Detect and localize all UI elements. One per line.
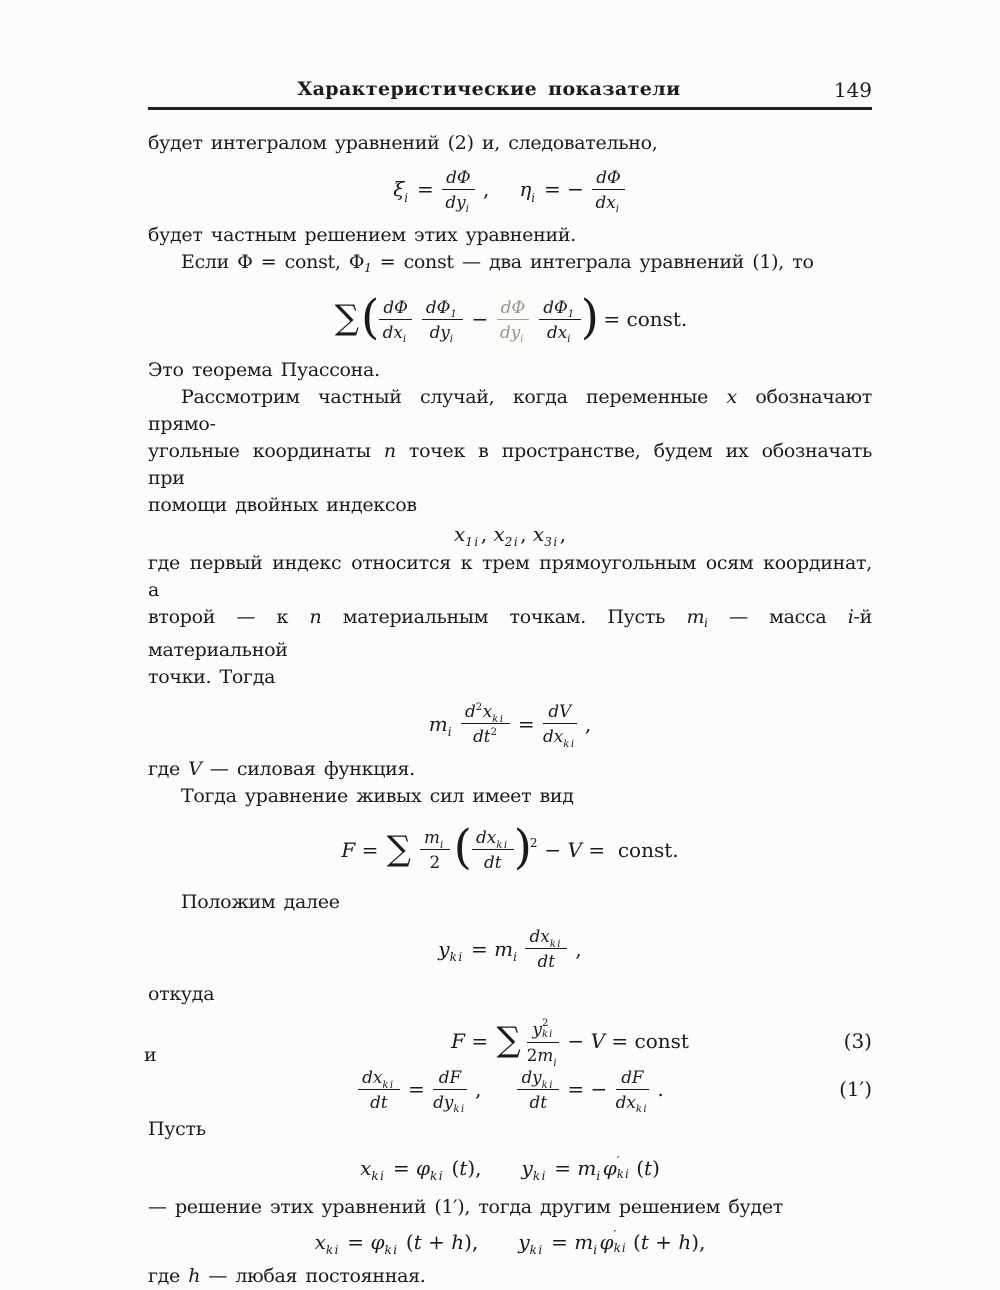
text-line bbox=[148, 981, 872, 1008]
paragraph bbox=[148, 249, 872, 282]
denominator bbox=[517, 1090, 559, 1112]
math-var: ξ bbox=[393, 177, 405, 202]
text-line bbox=[148, 783, 872, 810]
text-run: второй — к bbox=[148, 606, 310, 629]
text-run: Рассмотрим частный случай, когда переменные bbox=[181, 385, 727, 408]
subscript: 2i bbox=[504, 535, 520, 550]
numerator bbox=[592, 167, 625, 190]
text-run: 2 bbox=[429, 852, 441, 873]
subscript: 1 bbox=[450, 309, 459, 321]
text-line bbox=[148, 492, 872, 519]
subscript: i bbox=[704, 616, 708, 631]
fraction bbox=[379, 297, 412, 346]
math-var: dx bbox=[476, 827, 497, 848]
math-var: dy bbox=[433, 1092, 454, 1112]
display-formula bbox=[148, 926, 872, 971]
text-run: материальным точкам. Пусть bbox=[321, 606, 687, 629]
math-var: dx bbox=[529, 926, 550, 947]
text-run: , bbox=[578, 711, 592, 736]
paragraph bbox=[148, 1194, 872, 1221]
superscript: 2 bbox=[490, 726, 498, 738]
paragraph bbox=[148, 550, 872, 691]
math-var: t bbox=[413, 1230, 422, 1254]
text-run: помощи двойных индексов bbox=[148, 493, 417, 516]
text-run: , bbox=[559, 522, 567, 547]
math-var: F bbox=[451, 1029, 465, 1054]
math-var: dF bbox=[621, 1067, 644, 1088]
denominator bbox=[379, 320, 412, 346]
numerator bbox=[433, 1067, 467, 1090]
text-run: Пусть bbox=[148, 1117, 206, 1140]
text-run: ( bbox=[445, 1156, 460, 1181]
text-line bbox=[148, 1194, 872, 1221]
text-line bbox=[148, 357, 872, 384]
subscript: 1 bbox=[567, 309, 576, 321]
math-var: dΦ bbox=[425, 297, 451, 317]
text-run: + bbox=[648, 1230, 679, 1254]
subscript: i bbox=[449, 334, 455, 346]
numerator bbox=[543, 701, 577, 724]
denominator bbox=[539, 320, 580, 346]
subscript: ki bbox=[613, 1241, 627, 1255]
equation-number: (1′) bbox=[839, 1077, 872, 1102]
fraction bbox=[422, 297, 463, 346]
denominator bbox=[526, 1043, 559, 1069]
subscript: i bbox=[402, 334, 408, 346]
text-run: ) bbox=[652, 1156, 660, 1181]
text-run: = const. bbox=[582, 837, 679, 862]
text-run: , bbox=[476, 177, 490, 202]
subscript: i bbox=[567, 334, 572, 346]
subscript: i bbox=[447, 724, 454, 739]
text-run: — любая постоянная. bbox=[200, 1265, 426, 1288]
text-run: ( bbox=[399, 1230, 414, 1254]
math-var: x bbox=[726, 385, 737, 408]
text-line bbox=[148, 889, 872, 916]
text-run: = bbox=[386, 1156, 416, 1181]
paragraph bbox=[148, 981, 872, 1008]
math-var: x bbox=[453, 522, 466, 547]
subscript: ki bbox=[549, 938, 563, 950]
paragraph bbox=[148, 889, 872, 916]
text-run: = − bbox=[537, 177, 591, 202]
fraction bbox=[539, 297, 580, 346]
subscript: i bbox=[531, 190, 537, 205]
numerator bbox=[379, 297, 412, 320]
numerator bbox=[497, 297, 530, 320]
math-var: dV bbox=[548, 701, 572, 722]
big-paren: ( bbox=[453, 820, 473, 876]
math-var: φ bbox=[415, 1156, 430, 1181]
display-formula bbox=[144, 1017, 872, 1069]
math-var: φ bbox=[370, 1230, 385, 1254]
fraction bbox=[433, 1067, 467, 1116]
text-run: — решение этих уравнений (1′), тогда другим решением будет bbox=[148, 1195, 783, 1218]
math-var: dF bbox=[438, 1067, 462, 1088]
equation bbox=[333, 289, 688, 347]
math-var: h bbox=[678, 1230, 692, 1254]
subscript: 1 bbox=[364, 260, 372, 275]
text-run: = const — два интеграла уравнений (1), то bbox=[371, 250, 814, 273]
numerator bbox=[442, 167, 475, 190]
math-var: dt bbox=[473, 726, 491, 747]
math-var: m bbox=[686, 606, 705, 629]
math-var: x bbox=[360, 1156, 372, 1181]
sup-sub-stack bbox=[542, 1018, 553, 1040]
text-run: -й материальной bbox=[148, 606, 872, 662]
math-var: i bbox=[847, 606, 854, 629]
denominator bbox=[433, 1090, 467, 1116]
subscript: ki bbox=[635, 1104, 649, 1116]
display-formula bbox=[148, 289, 872, 347]
paragraph bbox=[148, 130, 872, 157]
text-run: Это теорема Пуассона. bbox=[148, 358, 380, 381]
text-run: − bbox=[465, 307, 495, 332]
subscript: ki bbox=[541, 1029, 554, 1041]
text-line bbox=[148, 222, 872, 249]
math-var: dy bbox=[500, 321, 521, 342]
math-var: x bbox=[532, 522, 545, 547]
text-run: = bbox=[464, 936, 495, 961]
denominator bbox=[525, 949, 567, 971]
page-content bbox=[144, 130, 872, 1290]
math-var: m bbox=[537, 1045, 554, 1066]
math-var: y bbox=[518, 1230, 530, 1254]
equation bbox=[451, 1017, 689, 1069]
denominator bbox=[615, 1090, 650, 1116]
fraction bbox=[526, 1017, 559, 1069]
denominator bbox=[442, 190, 475, 216]
running-header bbox=[148, 78, 872, 102]
math-var: dx bbox=[543, 726, 564, 747]
math-var: dx bbox=[546, 321, 568, 342]
fraction bbox=[517, 1067, 559, 1112]
paragraph bbox=[148, 357, 872, 384]
text-run: , bbox=[480, 522, 494, 547]
text-line bbox=[148, 550, 872, 604]
numerator bbox=[472, 827, 514, 850]
math-var: dy bbox=[429, 321, 450, 342]
page-number: 149 bbox=[833, 78, 872, 102]
math-var: F bbox=[341, 837, 356, 862]
display-formula bbox=[148, 822, 872, 877]
fraction bbox=[525, 926, 567, 971]
denominator bbox=[461, 724, 509, 746]
equation bbox=[341, 822, 678, 877]
denominator bbox=[543, 724, 577, 750]
text-run: будет частным решением этих уравнений. bbox=[148, 223, 576, 246]
text-run: Тогда уравнение живых сил имеет вид bbox=[181, 785, 574, 808]
subscript: i bbox=[553, 1057, 559, 1069]
math-var: dΦ bbox=[596, 167, 621, 188]
math-var: φ bbox=[602, 1156, 617, 1181]
text-run: точки. Тогда bbox=[148, 666, 276, 689]
equation bbox=[453, 521, 567, 550]
equation-number: (3) bbox=[843, 1029, 872, 1054]
math-var: dt bbox=[529, 1092, 547, 1112]
math-var: dΦ bbox=[543, 297, 568, 317]
sup-sub-stack bbox=[614, 1229, 627, 1255]
display-formula bbox=[148, 521, 872, 550]
subscript: ki bbox=[384, 1243, 399, 1258]
fraction bbox=[420, 827, 450, 872]
sup-sub-stack bbox=[617, 1155, 630, 1181]
math-var: t bbox=[640, 1230, 649, 1254]
display-formula bbox=[148, 1067, 872, 1116]
text-run: = bbox=[464, 1029, 495, 1054]
text-run: — силовая функция. bbox=[201, 758, 415, 781]
superscript: ′ bbox=[616, 1154, 620, 1169]
math-var: V bbox=[188, 758, 202, 781]
subscript: 1i bbox=[465, 535, 480, 550]
denominator bbox=[422, 320, 463, 346]
subscript: ki bbox=[382, 1079, 395, 1091]
math-var: dΦ bbox=[446, 167, 471, 188]
text-run: = const. bbox=[597, 307, 688, 332]
math-var: dy bbox=[521, 1067, 542, 1088]
subscript: i bbox=[404, 190, 410, 205]
denominator bbox=[472, 850, 514, 872]
text-run: угольные координаты bbox=[148, 439, 384, 462]
denominator bbox=[592, 190, 625, 216]
text-run: = const bbox=[605, 1029, 689, 1054]
text-run: Если Φ = const, Φ bbox=[181, 250, 365, 273]
subscript: ki bbox=[325, 1243, 340, 1258]
math-var: t bbox=[644, 1156, 653, 1181]
paragraph bbox=[148, 756, 872, 783]
subscript: ki bbox=[449, 949, 464, 964]
numerator bbox=[539, 297, 580, 320]
math-var: η bbox=[519, 177, 532, 202]
fraction bbox=[358, 1067, 400, 1112]
fraction bbox=[461, 701, 509, 746]
math-var: y bbox=[438, 936, 450, 961]
math-var: dx bbox=[382, 321, 403, 342]
subscript: i bbox=[596, 1169, 602, 1184]
text-run: — масса bbox=[707, 606, 848, 629]
subscript: ki bbox=[453, 1104, 466, 1116]
paragraph bbox=[148, 1116, 872, 1143]
denominator bbox=[358, 1090, 400, 1112]
text-run: = bbox=[547, 1156, 578, 1181]
math-var: dt bbox=[484, 852, 502, 873]
equation bbox=[356, 1067, 664, 1116]
math-var: x bbox=[314, 1230, 326, 1254]
text-run: ), bbox=[691, 1230, 706, 1254]
fraction bbox=[472, 827, 514, 872]
math-var: m bbox=[494, 936, 514, 961]
math-var: h bbox=[451, 1230, 465, 1254]
text-line bbox=[148, 1263, 872, 1290]
equation bbox=[438, 926, 582, 971]
equation bbox=[360, 1155, 660, 1182]
numerator bbox=[420, 827, 450, 850]
equation bbox=[315, 1229, 706, 1256]
paragraph bbox=[148, 1263, 872, 1290]
numerator bbox=[517, 1067, 559, 1090]
subscript: i bbox=[593, 1243, 599, 1258]
subscript: ki bbox=[430, 1169, 445, 1184]
text-run: ( bbox=[629, 1156, 645, 1181]
subscript: ki bbox=[541, 1079, 555, 1091]
subscript: i bbox=[615, 204, 621, 216]
text-run: + bbox=[421, 1230, 452, 1254]
equation bbox=[428, 701, 592, 750]
paragraph bbox=[148, 384, 872, 519]
subscript: ki bbox=[496, 839, 509, 851]
superscript: 2 bbox=[541, 1017, 549, 1029]
superscript: 2 bbox=[475, 701, 483, 713]
text-run: 2 bbox=[526, 1045, 538, 1066]
running-header-title: Характеристические показатели bbox=[297, 78, 681, 100]
paragraph bbox=[148, 222, 872, 249]
subscript: ki bbox=[616, 1167, 630, 1182]
text-line bbox=[148, 1116, 872, 1143]
numerator bbox=[616, 1067, 650, 1090]
text-run: Положим далее bbox=[181, 891, 340, 914]
subscript: i bbox=[465, 204, 471, 216]
equation bbox=[393, 167, 626, 216]
text-run: = bbox=[511, 711, 541, 736]
text-run: = bbox=[410, 177, 441, 202]
text-run: будет интегралом уравнений (2) и, следовательно, bbox=[148, 132, 658, 154]
subscript: ki bbox=[529, 1243, 544, 1258]
math-var: m bbox=[424, 827, 440, 848]
math-var: y bbox=[521, 1156, 533, 1181]
subscript: ki bbox=[563, 738, 576, 750]
paragraph bbox=[148, 783, 872, 810]
numerator bbox=[525, 926, 567, 949]
subscript: ki bbox=[371, 1169, 386, 1184]
subscript: 3i bbox=[544, 535, 559, 550]
text-run: где первый индекс относится к трем прямоугольным осям координат, а bbox=[148, 552, 872, 602]
text-line bbox=[148, 130, 872, 157]
math-var: φ bbox=[599, 1230, 614, 1254]
math-var: dΦ bbox=[500, 297, 526, 317]
text-run: обозначают прямо- bbox=[148, 385, 872, 435]
numerator bbox=[527, 1018, 559, 1043]
text-run: откуда bbox=[148, 982, 215, 1005]
display-formula bbox=[148, 167, 872, 216]
math-var: V bbox=[590, 1029, 606, 1054]
math-var: n bbox=[309, 606, 322, 629]
summation-icon: ∑ bbox=[334, 298, 359, 339]
math-var: n bbox=[383, 439, 396, 462]
subscript: i bbox=[439, 839, 445, 851]
text-run: , bbox=[520, 522, 533, 547]
big-paren: ) bbox=[513, 820, 532, 876]
numerator bbox=[358, 1067, 400, 1090]
fraction bbox=[592, 167, 625, 216]
math-var: y bbox=[532, 1018, 542, 1039]
fraction bbox=[615, 1067, 650, 1116]
math-var: dy bbox=[445, 192, 466, 212]
summation-icon: ∑ bbox=[496, 1020, 521, 1061]
fraction bbox=[497, 297, 530, 346]
text-run: = bbox=[401, 1077, 432, 1102]
display-formula bbox=[148, 701, 872, 750]
math-var: V bbox=[567, 837, 582, 862]
text-run: = bbox=[340, 1230, 371, 1254]
subscript: ki bbox=[492, 713, 505, 725]
text-run: − bbox=[561, 1029, 591, 1054]
big-paren: ( bbox=[361, 289, 380, 345]
summation-icon: ∑ bbox=[386, 828, 412, 869]
math-var: t bbox=[459, 1156, 468, 1181]
text-run: = bbox=[355, 837, 385, 862]
math-var: x bbox=[493, 522, 505, 547]
math-var: m bbox=[574, 1230, 594, 1254]
superscript: ′ bbox=[613, 1227, 617, 1242]
text-run: где bbox=[148, 1265, 189, 1288]
conjunction-label: и bbox=[144, 1044, 157, 1067]
text-line bbox=[148, 756, 872, 783]
text-run: ), bbox=[464, 1230, 479, 1254]
math-var: dx bbox=[362, 1067, 383, 1088]
display-formula bbox=[148, 1155, 872, 1182]
superscript: 2 bbox=[529, 836, 539, 851]
math-var: m bbox=[428, 711, 448, 736]
text-line bbox=[148, 664, 872, 691]
math-var: d bbox=[465, 701, 476, 722]
header-rule bbox=[148, 107, 872, 110]
subscript: i bbox=[513, 949, 519, 964]
numerator bbox=[461, 701, 509, 724]
text-line bbox=[148, 249, 872, 282]
text-line bbox=[148, 384, 872, 438]
subscript: i bbox=[520, 334, 525, 346]
math-var: m bbox=[577, 1156, 597, 1181]
text-run: . bbox=[651, 1077, 664, 1102]
subscript: ki bbox=[532, 1169, 547, 1184]
text-line bbox=[148, 604, 872, 664]
math-var: dx bbox=[595, 192, 616, 212]
text-line bbox=[148, 438, 872, 492]
math-var: dΦ bbox=[383, 297, 408, 317]
denominator bbox=[420, 850, 450, 872]
math-var: dt bbox=[370, 1092, 388, 1112]
text-run: , bbox=[468, 1077, 482, 1102]
text-run: = − bbox=[561, 1077, 614, 1102]
math-var: h bbox=[188, 1265, 201, 1288]
fraction bbox=[543, 701, 577, 750]
math-var: dt bbox=[537, 951, 555, 972]
text-run: , bbox=[569, 936, 582, 961]
big-paren: ) bbox=[580, 289, 600, 345]
text-run: = bbox=[544, 1230, 575, 1254]
text-run: ( bbox=[626, 1230, 641, 1254]
text-run: точек в пространстве, будем их обозначать при bbox=[148, 439, 872, 489]
text-run: − bbox=[538, 837, 568, 862]
text-run: где bbox=[148, 758, 189, 781]
math-var: dx bbox=[615, 1092, 636, 1112]
display-formula bbox=[148, 1229, 872, 1256]
math-var: x bbox=[482, 701, 493, 722]
fraction bbox=[442, 167, 475, 216]
denominator bbox=[497, 320, 530, 346]
text-run: ), bbox=[467, 1156, 482, 1181]
numerator bbox=[422, 297, 463, 320]
